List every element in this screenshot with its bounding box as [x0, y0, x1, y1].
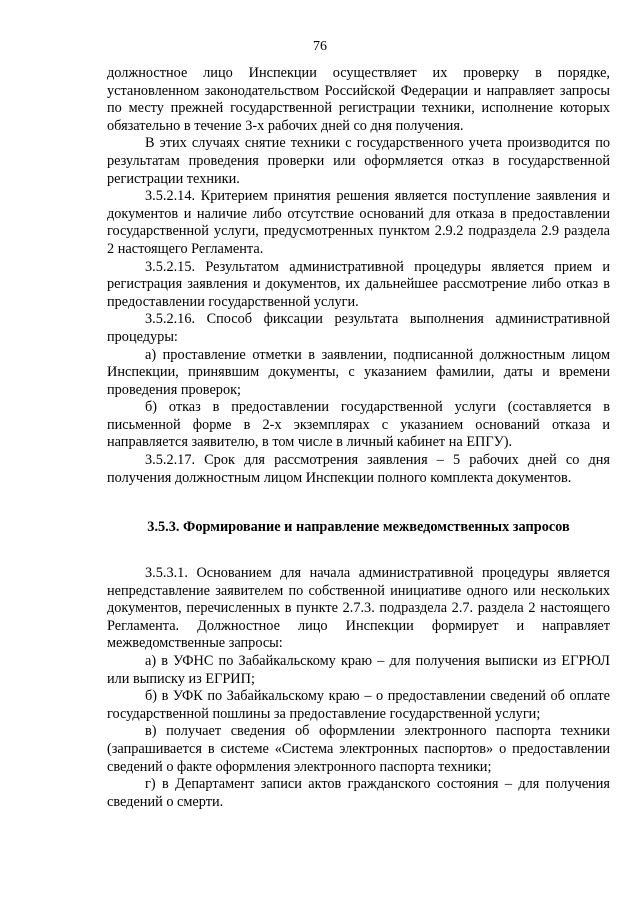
- paragraph: 3.5.2.15. Результатом административной процедуры является прием и регистрация заявления и документов, их дальнейшее рассмотрение либо отказ в предоставлении государственной услуги.: [107, 258, 610, 310]
- paragraph: В этих случаях снятие техники с государственного учета производится по результатам проведения проверки или оформляется отказ в государственной регистрации техники.: [107, 135, 610, 187]
- paragraph: 3.5.2.16. Способ фиксации результата выполнения административной процедуры:: [107, 311, 610, 345]
- paragraph: б) в УФК по Забайкальскому краю – о предоставлении сведений об оплате государственной пошлины за предоставление государственной услуги;: [107, 688, 610, 722]
- paragraph: должностное лицо Инспекции осуществляет их проверку в порядке, установленном законодательством Российской Федерации и направляет запросы по месту прежней государственной регистрации техники, исполнение которых обязательно в течение 3-х рабочих дней со дня получения.: [107, 65, 610, 134]
- paragraph: а) проставление отметки в заявлении, подписанной должностным лицом Инспекции, принявшим документы, с указанием фамилии, даты и времени проведения проверок;: [107, 346, 610, 398]
- text-block-bottom: [107, 565, 610, 811]
- text-block-top: [107, 65, 610, 487]
- paragraph: 3.5.2.17. Срок для рассмотрения заявления – 5 рабочих дней со дня получения должностным лицом Инспекции полного комплекта документов.: [107, 452, 610, 486]
- paragraph: б) отказ в предоставлении государственной услуги (составляется в письменной форме в 2-х экземплярах с указанием оснований отказа и направляется заявителю, в том числе в личный кабинет на ЕПГУ).: [107, 399, 610, 451]
- paragraph: в) получает сведения об оформлении электронного паспорта техники (запрашивается в системе «Система электронных паспортов» о предоставлении сведений о факте оформления электронного паспорта техники;: [107, 723, 610, 775]
- paragraph: г) в Департамент записи актов гражданского состояния – для получения сведений о смерти.: [107, 776, 610, 810]
- paragraph: 3.5.2.14. Критерием принятия решения является поступление заявления и документов и наличие либо отсутствие оснований для отказа в предоставлении государственной услуги, предусмотренных пунктом 2.9.2 подраздела 2.9 раздела 2 настоящего Регламента.: [107, 188, 610, 257]
- paragraph: а) в УФНС по Забайкальскому краю – для получения выписки из ЕГРЮЛ или выписку из ЕГРИП;: [107, 652, 610, 687]
- section-heading: 3.5.3. Формирование и направление межведомственных запросов: [147, 519, 570, 535]
- paragraph: 3.5.3.1. Основанием для начала административной процедуры является непредставление заявителем по собственной инициативе одного или нескольких документов, перечисленных в пункте 2.7.3. подраздела 2.7. раздела 2 настоящего Регламента. Должностное лицо Инспекции формирует и направляет межведомственные запросы:: [107, 565, 610, 652]
- page-number: 76: [313, 39, 327, 54]
